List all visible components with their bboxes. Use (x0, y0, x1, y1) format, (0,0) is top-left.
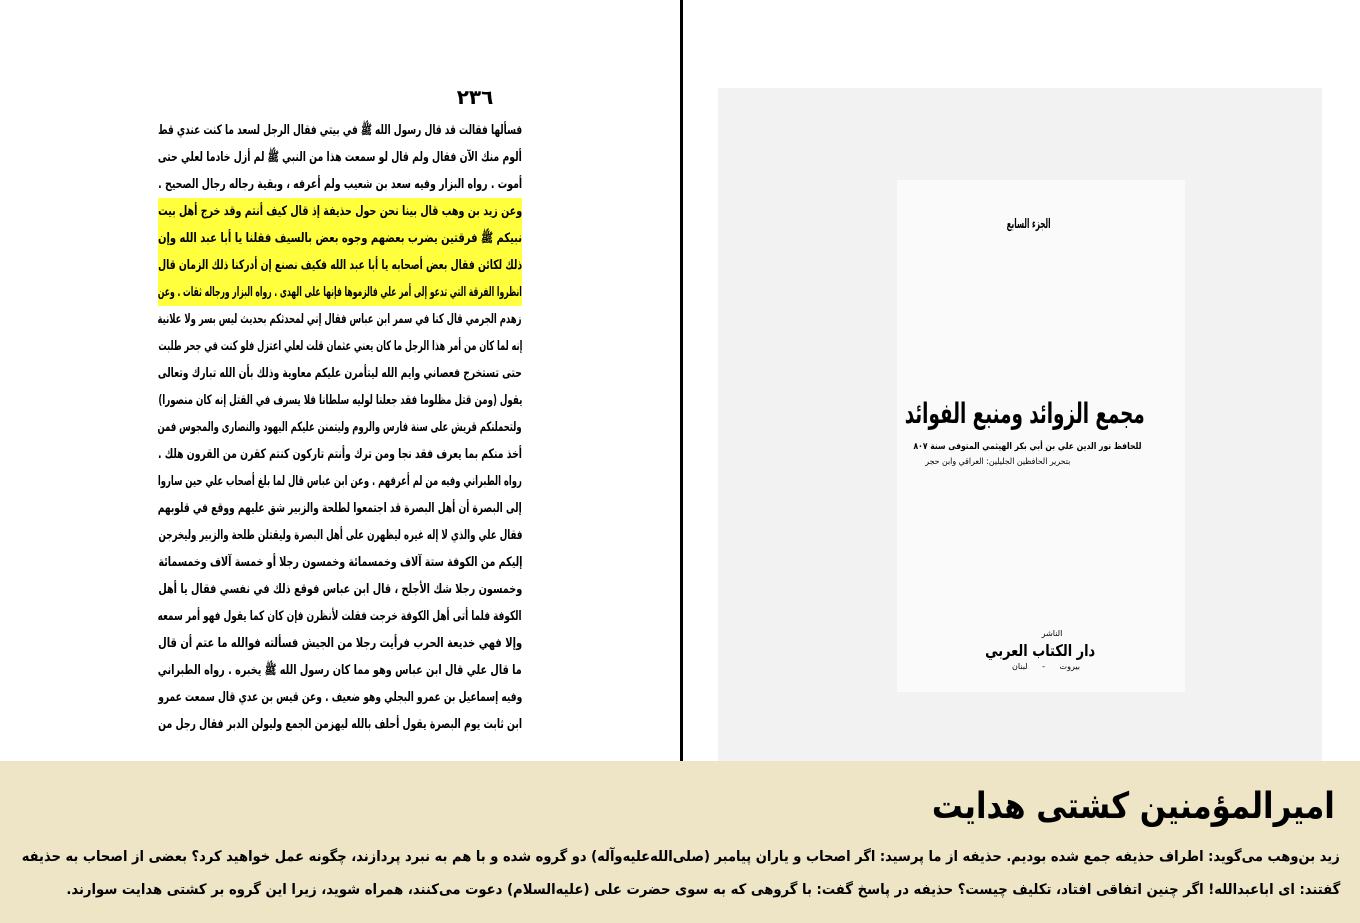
text-line-content: زهدم الجرمي قال كنا في سمر ابن عباس فقال إني لمحدثكم بحديث ليس بسر ولا علانية (158, 312, 522, 327)
publisher-name-text: دار الكتاب العربي (985, 641, 1095, 660)
highlighted-text-line (158, 252, 522, 279)
editors-line-text: بتحرير الحافظين الجليلين: العراقي وابن حجر (925, 457, 1070, 467)
caption-line-text: گفتند: ای اباعبدالله! اگر چنین اتفاقی افتاد، تکلیف چیست؟ حذیفه در پاسخ گفت: با گروهی که به سوی حضرت علی (علیه‌السلام) دعوت می‌کنند، همراه شوید، زیرا این گروه بر کشتی هدایت سوارند. (66, 882, 1340, 898)
text-line (158, 171, 522, 198)
caption-title-text: امیرالمؤمنین کشتی هدایت (932, 786, 1335, 827)
author-line-text: للحافظ نور الدين علي بن أبي بكر الهيثمي المتوفى سنة ٨٠٧ (913, 442, 1141, 452)
text-line (158, 603, 522, 630)
text-line-content: أموت . رواه البزار وفيه سعد بن شعيب ولم أعرفه ، وبقية رجاله رجال الصحيح . (158, 177, 522, 192)
text-line-content: وفيه إسماعيل بن عمرو البجلي وهو ضعيف . وعن قيس بن عدي قال سمعت عمرو (158, 690, 522, 705)
caption-line (22, 845, 1340, 869)
text-line (158, 414, 522, 441)
text-line-content: إنه لما كان من أمر هذا الرجل ما كان يعني عثمان قلت لعلي اعتزل فلو كنت في جحر طلبت (158, 339, 522, 354)
text-line-content: إلى البصرة أن أهل البصرة قد اجتمعوا لطلحة والزبير شق عليهم ووقع في قلوبهم (158, 501, 522, 516)
text-line-content: نبيكم ﷺ فرقتين يضرب بعضهم وجوه بعض بالسيف فقلنا يا أبا عبد الله وإن (158, 231, 522, 246)
publisher-name (985, 641, 1095, 661)
text-line-content: الكوفة فلما أتى أهل الكوفة خرجت فقلت لأنظرن فإن كان كما يقول فهو أمر سمعه (158, 609, 522, 624)
text-line-content: وعن زيد بن وهب قال بينا نحن حول حذيفة إذ قال كيف أنتم وقد خرج أهل بيت (158, 204, 522, 219)
text-line-content: ما قال علي قال ابن عباس وهو مما كان رسول الله ﷺ يخبره . رواه الطبراني (158, 663, 522, 678)
highlighted-text-line (158, 279, 522, 306)
publisher-label-text: الناشر (1041, 629, 1063, 638)
text-line-content: يقول (ومن قتل مظلوما فقد جعلنا لوليه سلطانا فلا يسرف في القتل إنه كان منصورا) (158, 393, 522, 408)
editors-line (925, 456, 1070, 468)
publisher-city (1012, 662, 1080, 672)
text-line (158, 522, 522, 549)
page-text-block (158, 117, 522, 738)
text-line (158, 630, 522, 657)
author-line (913, 441, 1141, 453)
caption-line (66, 878, 1340, 902)
volume-label-text: الجزء السابع (1006, 217, 1051, 232)
title-page (897, 180, 1185, 692)
text-line-content: وإلا فهي خديعة الحرب فرأيت رجلا من الجيش فسألته فوالله ما عتم أن قال (158, 636, 522, 651)
text-line-content: رواه الطبراني وفيه من لم أعرفهم . وعن ابن عباس قال لما بلغ أصحاب علي حين ساروا (158, 474, 522, 489)
text-line-content: ألوم منك الآن فقال ولم قال لو سمعت هذا من النبي ﷺ لم أزل خادما لعلي حتى (158, 150, 522, 165)
text-line (158, 576, 522, 603)
text-line-content: فسألها فقالت قد قال رسول الله ﷺ في بيتي فقال الرجل لسعد ما كنت عندي قط (158, 123, 522, 138)
text-line (158, 387, 522, 414)
text-line-content: فقال علي والذي لا إله غيره ليظهرن على أهل البصرة وليقتلن طلحة والزبير وليخرجن (158, 528, 522, 543)
text-line-content: انظروا الفرقة التي تدعو إلى أمر علي فالزموها فإنها على الهدى . رواه البزار ورجاله ثقات . وعن (158, 285, 522, 300)
highlighted-text-line (158, 198, 522, 225)
text-line (158, 441, 522, 468)
text-line-content: وخمسون رجلا شك الأجلح ، قال ابن عباس فوقع ذلك في نفسي فقال يا أهل (158, 582, 522, 597)
caption-title (932, 784, 1335, 830)
highlighted-text-line (158, 225, 522, 252)
text-line (158, 549, 522, 576)
text-line-content: ذلك لكائن فقال بعض أصحابه يا أبا عبد الله فكيف نصنع إن أدركنا ذلك الزمان قال (158, 258, 522, 273)
text-line (158, 657, 522, 684)
text-line (158, 117, 522, 144)
publisher-city-text: بيروت - لبنان (1012, 662, 1080, 671)
text-line (158, 684, 522, 711)
text-line-content: أخذ منكم بما يعرف فقد نجا ومن ترك وأنتم تاركون كنتم كقرن من القرون هلك . (158, 447, 522, 462)
text-line (158, 360, 522, 387)
text-line (158, 333, 522, 360)
text-line-content: ولتحملنكم قريش على سنة فارس والروم وليتمنن عليكم اليهود والنصارى والمجوس فمن (158, 420, 522, 435)
text-line (158, 306, 522, 333)
text-line (158, 468, 522, 495)
volume-label (1006, 212, 1068, 238)
text-line-content: ابن ثابت يوم البصرة يقول أحلف بالله ليهزمن الجمع وليولن الدبر فقال رجل من (158, 717, 522, 732)
page-number (456, 84, 494, 110)
text-line (158, 711, 522, 738)
text-line (158, 144, 522, 171)
caption-line-text: زید بن‌وهب می‌گوید: اطراف حذیفه جمع شده بودیم. حذیفه از ما پرسید: اگر اصحاب و یاران پیامبر (صلی‌الله‌علیه‌وآله) دو گروه شده و با هم به نبرد پردازند، چگونه عمل خواهید کرد؟ بعضی از اصحاب به حذیفه (22, 849, 1340, 865)
book-title-text: مجمع الزوائد ومنبع الفوائد (905, 397, 1145, 430)
text-line (158, 495, 522, 522)
text-line-content: إليكم من الكوفة ستة آلاف وخمسمائة وخمسون رجلا أو خمسة آلاف وخمسمائة (158, 555, 522, 570)
book-title (905, 392, 1145, 436)
page-number-text: ٢٣٦ (456, 85, 494, 109)
text-line-content: حتى تستخرج فعصاني وايم الله ليتأمرن عليكم معاوية وذلك بأن الله تبارك وتعالى (158, 366, 522, 381)
publisher-label (1033, 629, 1071, 639)
page-divider (680, 0, 683, 761)
